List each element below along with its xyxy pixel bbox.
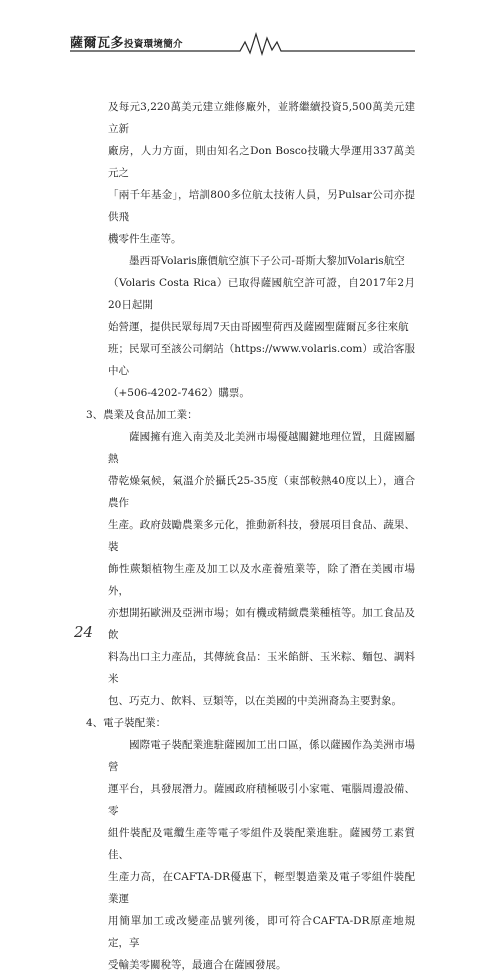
text-line: 包、巧克力、飲料、豆類等，以在美國的中美洲裔為主要對象。 (108, 695, 402, 707)
paragraph-electronics (108, 734, 415, 976)
text-line: 薩國擁有進入南美及北美洲市場優越關鍵地理位置，且薩國屬熱 (108, 431, 415, 465)
body-content (86, 96, 415, 976)
text-line: 受輸美零關稅等，最適合在薩國發展。 (108, 959, 287, 971)
text-line: 亦想開拓歐洲及亞洲市場；如有機或精緻農業種植等。加工食品及飲 (108, 607, 415, 641)
text-line: 國際電子裝配業進駐薩國加工出口區，係以薩國作為美洲市場營 (108, 739, 415, 773)
text-line: 料為出口主力產品，其傳統食品：玉米餡餅、玉米粽、麵包、調料米 (108, 651, 415, 685)
text-line: 生產。政府鼓勵農業多元化，推動新科技，發展項目食品、蔬果、裝 (108, 519, 415, 553)
header-title (70, 32, 183, 51)
text-line: 墨西哥Volaris廉價航空旗下子公司-哥斯大黎加Volaris航空 (129, 255, 405, 267)
paragraph-volaris (108, 250, 415, 404)
page-header (70, 28, 415, 56)
text-line: 始營運，提供民眾每周7天由哥國聖荷西及薩國聖薩爾瓦多往來航 (108, 321, 409, 333)
text-line: （Volaris Costa Rica）已取得薩國航空許可證，自2017年2月20日起開 (108, 277, 415, 311)
text-line: 廠房，人力方面，則由知名之Don Bosco技職大學運用337萬美元之 (108, 145, 415, 179)
section-label: 4、電子裝配業： (86, 717, 167, 729)
section-heading-agriculture (86, 404, 415, 426)
text-line: 及每元3,220萬美元建立維修廠外，並將繼續投資5,500萬美元建立新 (108, 101, 415, 135)
paragraph-agriculture (108, 426, 415, 712)
text-line: 班；民眾可至該公司網站（https://www.volaris.com）或洽客服中心 (108, 343, 415, 377)
header-title-sub: 投資環境簡介 (124, 39, 183, 50)
text-line: 「兩千年基金」，培訓800多位航太技術人員，另Pulsar公司亦提供飛 (108, 189, 415, 223)
text-line: 飾性蕨類植物生產及加工以及水產養殖業等，除了潛在美國市場外， (108, 563, 415, 597)
text-line: 用簡單加工或改變產品號列後，即可符合CAFTA-DR原產地規定，享 (108, 915, 415, 949)
text-line: 組件裝配及電纜生產等電子零組件及裝配業進駐。薩國勞工素質佳、 (108, 827, 415, 861)
text-line: 機零件生產等。 (108, 233, 182, 245)
section-label: 3、農業及食品加工業： (86, 409, 198, 421)
page-number: 24 (74, 623, 94, 641)
section-heading-electronics (86, 712, 415, 734)
header-title-main: 薩爾瓦多 (70, 36, 125, 51)
text-line: 運平台，具發展潛力。薩國政府積極吸引小家電、電腦周邊設備、零 (108, 783, 415, 817)
text-line: 帶乾燥氣候，氣溫介於攝氏25-35度（東部較熱40度以上），適合農作 (108, 475, 415, 509)
paragraph-aerospace-continued (108, 96, 415, 250)
text-line: 生產力高，在CAFTA-DR優惠下，輕型製造業及電子零組件裝配業運 (108, 871, 415, 905)
text-line: （+506-4202-7462）購票。 (108, 387, 250, 399)
